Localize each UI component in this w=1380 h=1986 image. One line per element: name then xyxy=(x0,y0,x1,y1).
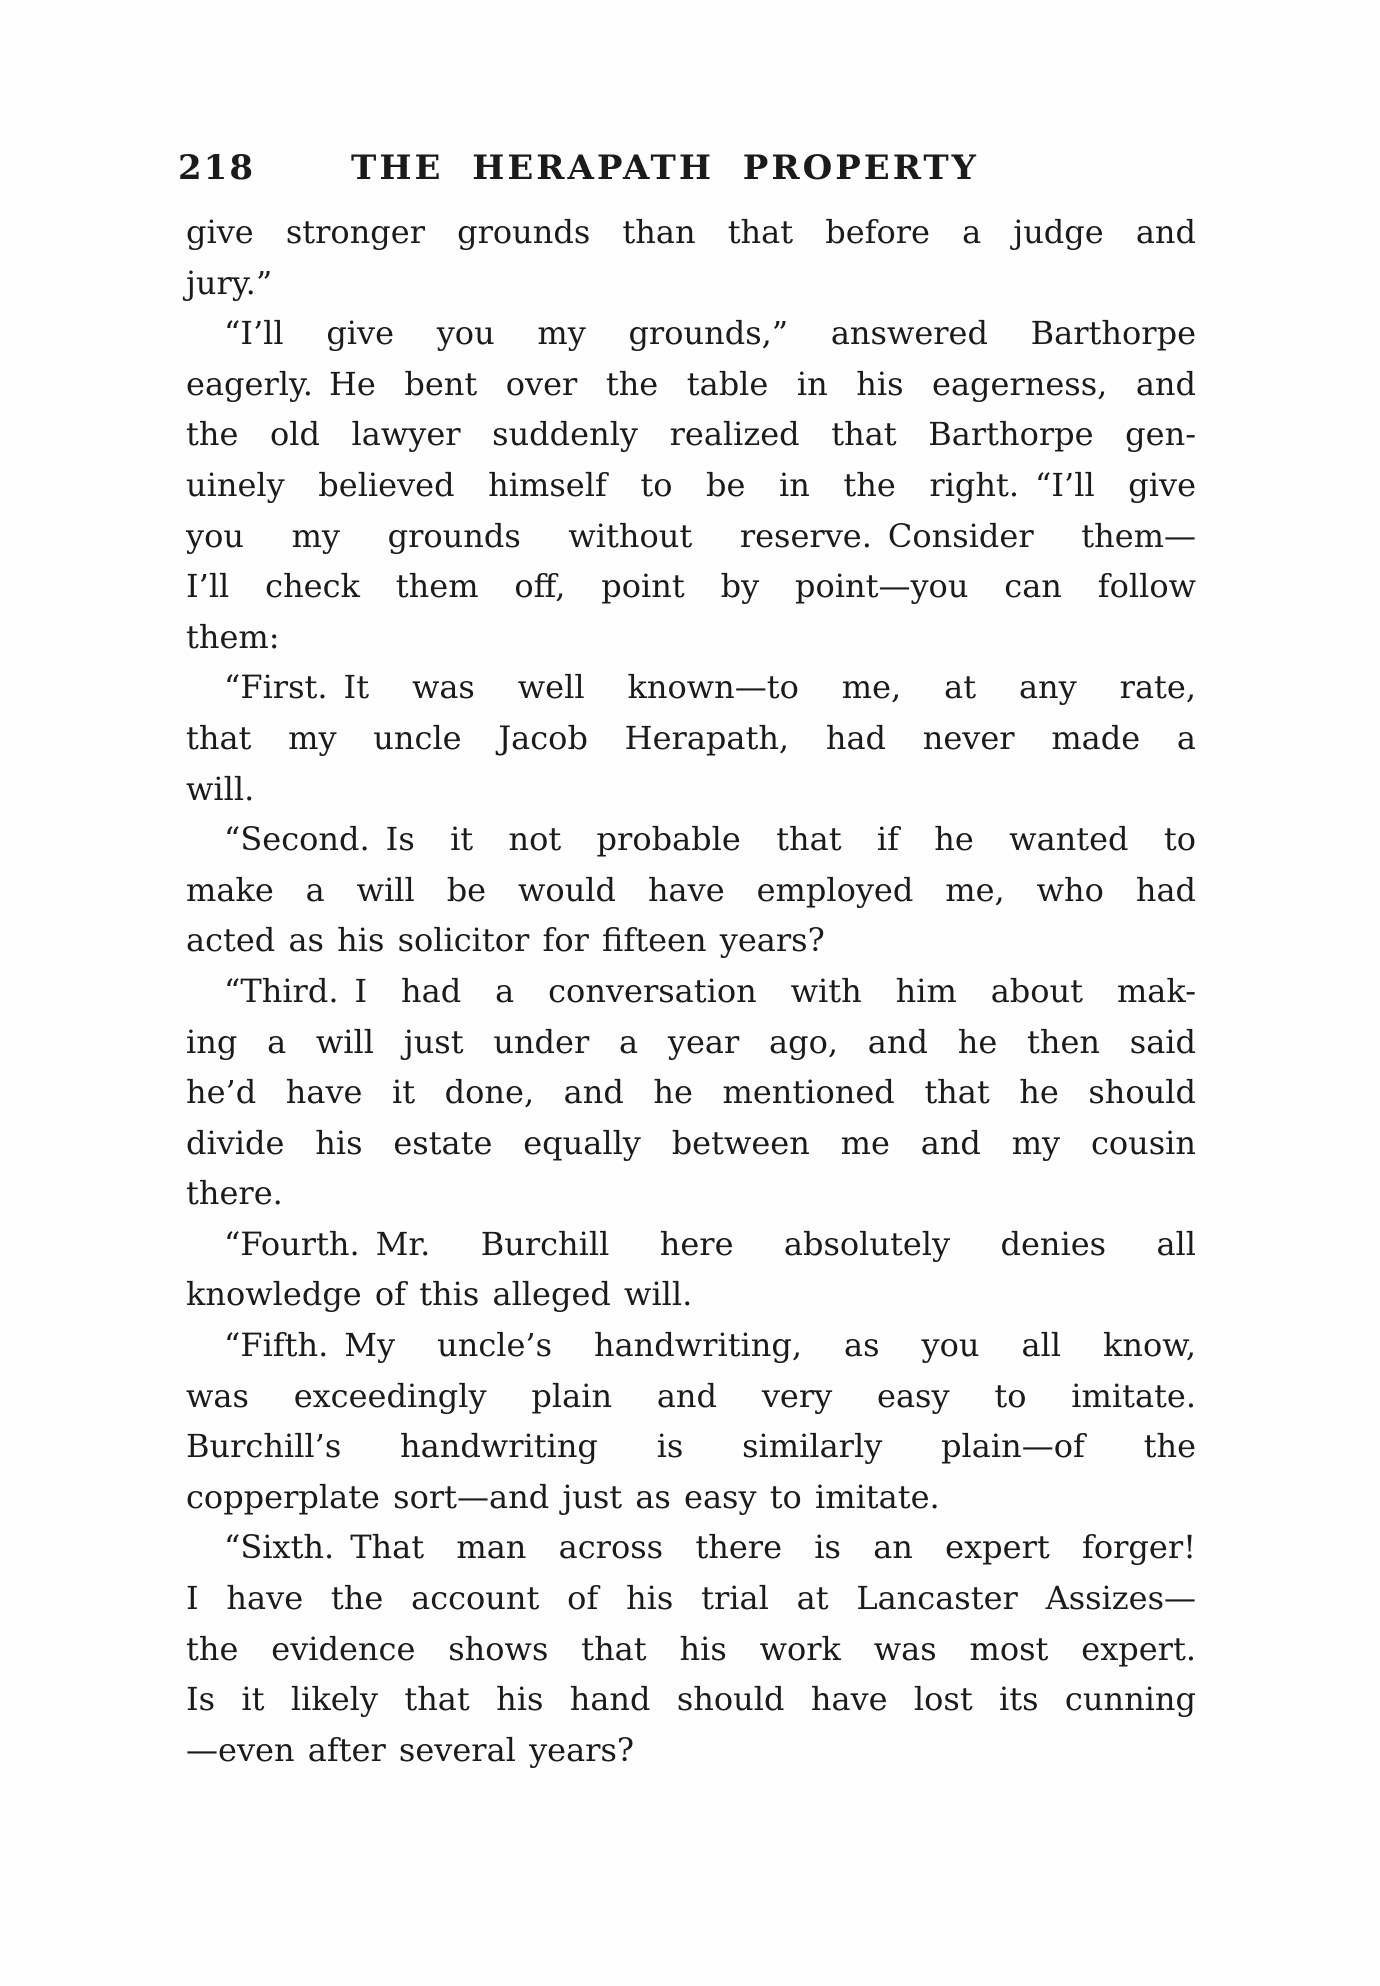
body-line: he’d have it done, and he mentioned that he should xyxy=(186,1073,1196,1112)
body-line: knowledge of this alleged will. xyxy=(186,1275,693,1314)
running-title: THE HERAPATH PROPERTY xyxy=(351,148,979,188)
body-text xyxy=(186,207,1196,1775)
body-line: them: xyxy=(186,617,280,656)
body-line: there. xyxy=(186,1174,283,1213)
body-line: I have the account of his trial at Lancaster Assizes— xyxy=(186,1579,1196,1618)
body-line: “Fifth. My uncle’s handwriting, as you all know, xyxy=(224,1326,1196,1365)
body-line: you my grounds without reserve. Consider them— xyxy=(186,516,1196,555)
body-line: “First. It was well known—to me, at any rate, xyxy=(224,668,1196,707)
body-line: “Sixth. That man across there is an expert forger! xyxy=(224,1528,1196,1567)
body-line: —even after several years? xyxy=(186,1730,635,1769)
body-line: “Fourth. Mr. Burchill here absolutely denies all xyxy=(224,1224,1196,1263)
body-line: “I’ll give you my grounds,” answered Barthorpe xyxy=(224,314,1196,353)
body-line: Is it likely that his hand should have lost its cunning xyxy=(186,1680,1196,1719)
body-line: acted as his solicitor for fifteen years? xyxy=(186,921,825,960)
running-header xyxy=(178,148,1196,194)
body-line: the evidence shows that his work was most expert. xyxy=(186,1629,1196,1668)
body-line: ing a will just under a year ago, and he then said xyxy=(186,1022,1196,1061)
body-line: Burchill’s handwriting is similarly plain—of the xyxy=(186,1427,1196,1466)
body-line: was exceedingly plain and very easy to imitate. xyxy=(186,1376,1196,1415)
page-number: 218 xyxy=(178,148,255,188)
body-line: uinely believed himself to be in the right. “I’ll give xyxy=(186,465,1196,504)
body-line: I’ll check them off, point by point—you can follow xyxy=(186,567,1196,606)
body-line: give stronger grounds than that before a judge and xyxy=(186,213,1196,251)
body-line: copperplate sort—and just as easy to imitate. xyxy=(186,1477,940,1516)
body-line: the old lawyer suddenly realized that Barthorpe gen- xyxy=(186,415,1196,454)
body-line: divide his estate equally between me and my cousin xyxy=(186,1123,1196,1162)
body-line: “Third. I had a conversation with him about mak- xyxy=(224,971,1196,1010)
body-line: make a will be would have employed me, who had xyxy=(186,870,1196,909)
body-line: “Second. Is it not probable that if he wanted to xyxy=(224,820,1196,859)
body-line: will. xyxy=(186,769,255,808)
body-line: jury.” xyxy=(186,263,273,302)
body-line: eagerly. He bent over the table in his eagerness, and xyxy=(186,364,1196,403)
body-line: that my uncle Jacob Herapath, had never made a xyxy=(186,718,1196,757)
